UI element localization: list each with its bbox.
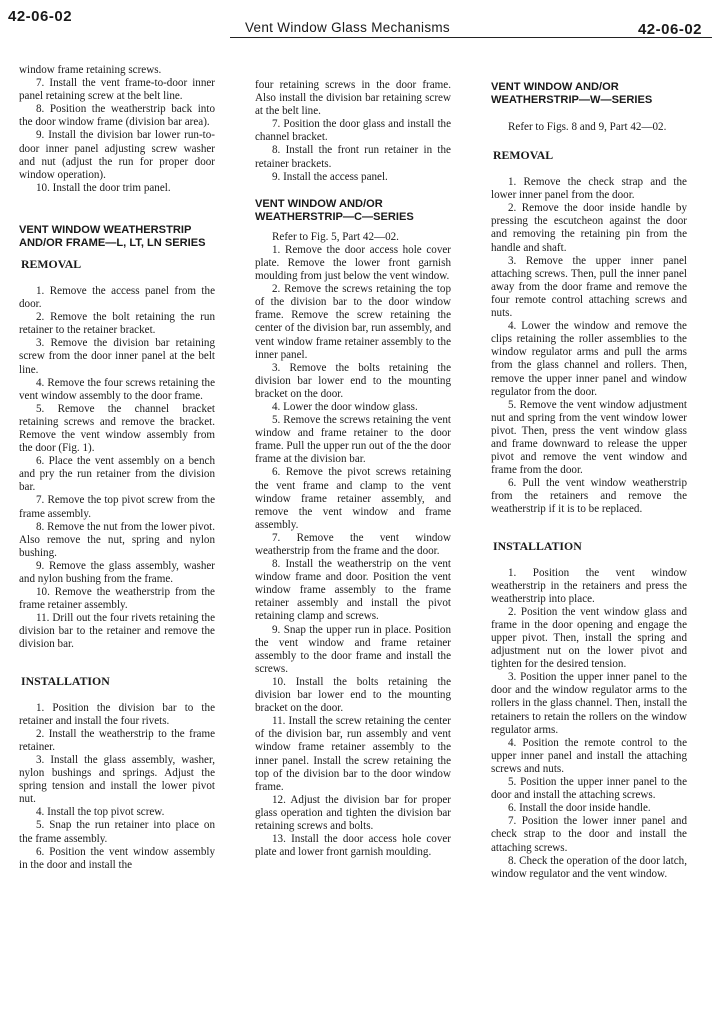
step: 9. Snap the upper run in place. Position the vent window and frame retainer assembly to the door frame and install the screws. — [255, 623, 451, 675]
column-middle — [255, 79, 451, 859]
installation-step: 2. Install the weatherstrip to the frame retainer. — [19, 727, 215, 753]
installation-step: 4. Install the top pivot screw. — [36, 806, 165, 819]
header-rule — [230, 37, 712, 38]
removal-step: 11. Drill out the four rivets retaining the division bar to the retainer and remove the division bar. — [19, 612, 215, 651]
step: 6. Remove the pivot screws retaining the vent frame and clamp to the vent window frame retainer assembly, and remove the vent window and frame assembly. — [255, 466, 451, 531]
step: 10. Install the bolts retaining the division bar lower end to the mounting bracket on the door. — [255, 675, 451, 715]
step: 8. Install the front run retainer in the retainer brackets. — [255, 144, 451, 170]
removal-step: 5. Remove the vent window adjustment nut and spring from the vent window lower pivot. Then, press the vent window glass and frame downward to release the upper pivot and remove the vent window and frame from the door. — [491, 398, 687, 477]
installation-step: 6. Position the vent window assembly in the door and install the — [19, 845, 215, 871]
removal-step: 1. Remove the check strap and the lower inner panel from the door. — [491, 176, 687, 202]
removal-step: 2. Remove the bolt retaining the run retainer to the retainer bracket. — [19, 311, 215, 337]
installation-heading: INSTALLATION — [21, 673, 110, 688]
removal-step: 9. Remove the glass assembly, washer and nylon bushing from the frame. — [19, 559, 215, 585]
paragraph: window frame retaining screws. — [19, 64, 162, 76]
step: 11. Install the screw retaining the center of the division bar, run assembly and vent window frame retainer assembly to the inner panel. Install the screw retaining the top of the division bar to the door window frame. — [255, 715, 451, 793]
step: 8. Position the weatherstrip back into the door window frame (division bar area). — [19, 103, 215, 129]
section-heading: VENT WINDOW AND/OR WEATHERSTRIP—W—SERIES — [491, 81, 653, 106]
step: 9. Install the division bar lower run-to-door inner panel adjusting screw washer and nut (adjust the run for proper door window operation). — [19, 129, 215, 181]
removal-step: 4. Remove the four screws retaining the vent window assembly to the door frame. — [19, 376, 215, 402]
installation-step: 6. Install the door inside handle. — [508, 802, 651, 815]
step: 3. Remove the bolts retaining the division bar lower end to the mounting bracket on the door. — [255, 361, 451, 400]
installation-step: 1. Position the division bar to the retainer and install the four rivets. — [19, 701, 215, 727]
removal-heading: REMOVAL — [493, 148, 554, 163]
installation-step: 4. Position the remote control to the upper inner panel and install the attaching screws and nuts. — [491, 736, 687, 775]
installation-step: 5. Position the upper inner panel to the door and install the attaching screws. — [491, 776, 687, 802]
section-heading: VENT WINDOW AND/OR WEATHERSTRIP—C—SERIES — [255, 197, 414, 223]
figure-reference: Refer to Figs. 8 and 9, Part 42—02. — [508, 121, 667, 133]
installation-step: 7. Position the lower inner panel and check strap to the door and install the attaching screws. — [491, 815, 687, 854]
removal-step: 8. Remove the nut from the lower pivot. Also remove the nut, spring and nylon bushing. — [19, 520, 215, 559]
column-right — [491, 81, 687, 881]
step: 7. Install the vent frame-to-door inner panel retaining screw at the belt line. — [19, 77, 215, 103]
step: 4. Lower the door window glass. — [272, 400, 418, 413]
removal-step: 7. Remove the top pivot screw from the frame assembly. — [19, 494, 215, 520]
removal-step: 3. Remove the division bar retaining screw from the door inner panel at the belt line. — [19, 337, 215, 376]
installation-step: 2. Position the vent window glass and frame in the door opening and engage the upper pivot. Then, install the spring and adjustment nut on the lower pivot and tighten for the desired tension. — [491, 605, 687, 671]
column-left — [19, 64, 215, 872]
step: 2. Remove the screws retaining the top of the division bar to the door window frame. Remove the screw retaining the center of the division bar, run assembly, and vent window frame retainer assembly to the inner panel. — [255, 283, 451, 361]
removal-heading: REMOVAL — [21, 256, 82, 271]
installation-heading: INSTALLATION — [493, 538, 582, 553]
step: 7. Position the door glass and install the channel bracket. — [255, 118, 451, 144]
page-number-left: 42-06-02 — [8, 8, 73, 25]
page-header — [0, 0, 712, 40]
running-title: Vent Window Glass Mechanisms — [245, 20, 450, 35]
step: 1. Remove the door access hole cover plate. Remove the lower front garnish moulding from just below the vent window. — [255, 243, 451, 283]
step: 7. Remove the vent window weatherstrip from the frame and the door. — [255, 531, 451, 557]
installation-step: 3. Position the upper inner panel to the door and the window regulator arms to the rollers in the glass channel. Then, install the retainers to retain the rollers on the window regulator arms. — [491, 671, 687, 736]
removal-step: 2. Remove the door inside handle by pressing the escutcheon against the door and removing the retaining pin from the handle and shaft. — [491, 202, 687, 254]
figure-reference: Refer to Fig. 5, Part 42—02. — [272, 230, 399, 243]
paragraph: four retaining screws in the door frame. Also install the division bar retaining screw at the belt line. — [255, 79, 451, 118]
step: 10. Install the door trim panel. — [36, 181, 171, 194]
installation-step: 8. Check the operation of the door latch, window regulator and the vent window. — [491, 854, 687, 880]
step: 12. Adjust the division bar for proper glass operation and tighten the division bar retaining screws and bolts. — [255, 793, 451, 832]
installation-step: 5. Snap the run retainer into place on the frame assembly. — [19, 819, 215, 845]
removal-step: 5. Remove the channel bracket retaining screws and remove the bracket. Remove the vent window assembly from the door (Fig. 1). — [19, 402, 215, 455]
removal-step: 6. Place the vent assembly on a bench and pry the run retainer from the division bar. — [19, 455, 215, 494]
removal-step: 4. Lower the window and remove the clips retaining the roller assemblies to the window regulator arms and pull the arms from the glass channel and rollers. Then, remove the upper inner panel and window regulator from the door. — [491, 320, 687, 398]
step: 8. Install the weatherstrip on the vent window frame and door. Position the vent window frame assembly to the frame retainer assembly and install the pivot retaining clamp and screws. — [255, 558, 451, 623]
step: 5. Remove the screws retaining the vent window and frame retainer to the door frame. Pull the upper run out of the the door frame at the division bar. — [255, 414, 451, 466]
removal-step: 3. Remove the upper inner panel attaching screws. Then, pull the inner panel away from the door frame and remove the four remote control attaching screws and nuts. — [491, 254, 687, 320]
removal-step: 1. Remove the access panel from the door. — [19, 284, 215, 311]
step: 9. Install the access panel. — [272, 170, 388, 183]
installation-step: 3. Install the glass assembly, washer, nylon bushings and springs. Adjust the spring tension and install the lower pivot nut. — [19, 753, 215, 806]
step: 13. Install the door access hole cover plate and lower front garnish moulding. — [255, 833, 451, 859]
section-heading: VENT WINDOW WEATHERSTRIP AND/OR FRAME—L, LT, LN SERIES — [19, 223, 206, 249]
removal-step: 10. Remove the weatherstrip from the frame retainer assembly. — [19, 586, 215, 612]
removal-step: 6. Pull the vent window weatherstrip from the retainers and remove the weatherstrip if it is to be replaced. — [491, 477, 687, 516]
page-number-right: 42-06-02 — [637, 21, 702, 38]
installation-step: 1. Position the vent window weatherstrip in the retainers and press the weatherstrip into place. — [491, 566, 687, 605]
